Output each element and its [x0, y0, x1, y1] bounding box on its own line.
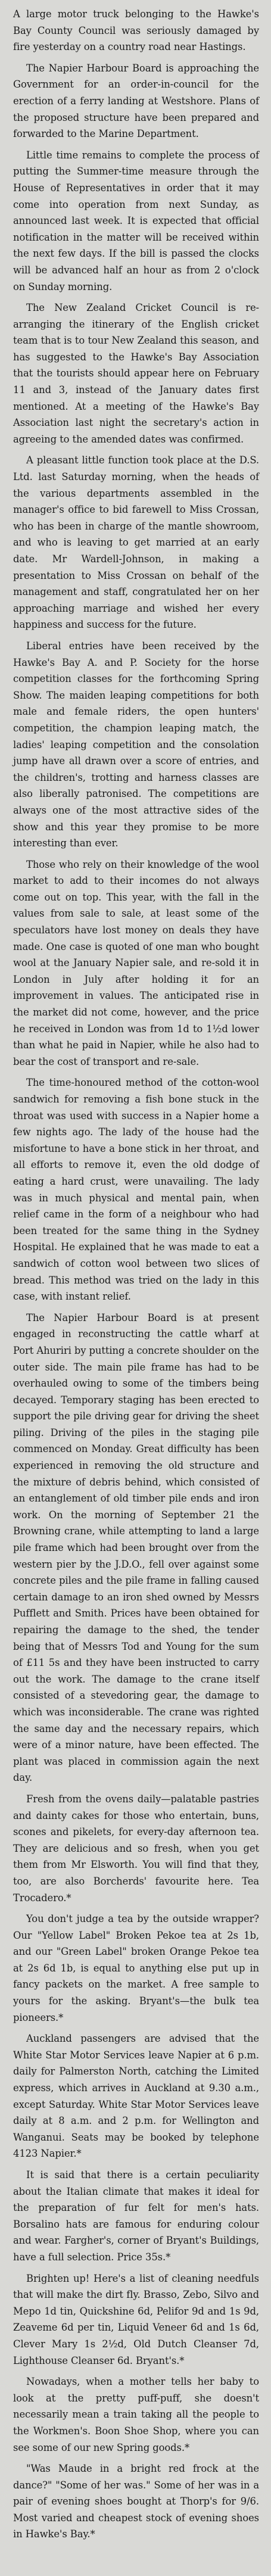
- news-item-spring-show-entries: Liberal entries have been received by the Hawke's Bay A. and P. Society for the horse competition classes for the forthcoming Spring Show. The maiden leaping competitions for both male and female riders, the open hunters' competition, the champion leaping match, the ladies' leaping competition and the consolation jump have all drawn over a score of entries, and the children's, trotting and harness classes are also liberally patronised. The competitions are always one of the most attractive sides of the show and this year they promise to be more interesting than ever.: [13, 640, 259, 849]
- news-item-motor-truck-fire: A large motor truck belonging to the Hawke's Bay County Council was seriously damaged by fire yesterday on a country road near Hastings.: [13, 8, 259, 53]
- news-item-farewell-function: A pleasant little function took place at the D.S. Ltd. last Saturday morning, when the heads of the various departments assembled in the manager's office to bid farewell to Miss Crossan, who has been in charge of the mantle showroom, and who is leaving to get married at an early date. Mr Wardell-Johnson, in making a presentation to Miss Crossan on behalf of the management and staff, congratulated her on her approaching marriage and wished her every happiness and success for the future.: [13, 454, 259, 631]
- news-item-summer-time: Little time remains to complete the process of putting the Summer-time measure through the House of Representatives in order that it may come into operation from next Sunday, as announced last week. It is expected that official notification in the matter will be received within the next few days. If the bill is passed the clocks will be advanced half an hour as from 2 o'clock on Sunday morning.: [13, 149, 259, 292]
- news-item-wool-market: Those who rely on their knowledge of the wool market to add to their incomes do not always come out on top. This year, with the fall in the values from sale to sale, at least some of the speculators have lost money on deals they have made. One case is quoted of one man who bought wool at the January Napier sale, and re-sold it in London in July after holding it for an improvement in values. The anticipated rise in the market did not come, however, and the price he received in London was from 1d to 1½d lower than what he paid in Napier, while he also had to bear the cost of transport and re-sale.: [13, 858, 259, 1067]
- advert-evening-shoes: "Was Maude in a bright red frock at the dance?" "Some of her was." Some of her was in a pair of evening shoes bought at Thorp's for 9/6. Most varied and cheapest stock of evening shoes in Hawke's Bay.*: [13, 2463, 259, 2540]
- news-item-fish-bone-remedy: The time-honoured method of the cotton-wool sandwich for removing a fish bone stuck in the throat was used with success in a Napier home a few nights ago. The lady of the house had the misfortune to have a bone stick in her throat, and all efforts to remove it, even the old dodge of eating a hard crust, were unavailing. The lady was in much physical and mental pain, when relief came in the form of a neighbour who had been treated for the same thing in the Sydney Hospital. He explained that he was made to eat a sandwich of cotton wool between two slices of bread. This method was tried on the lady in this case, with instant relief.: [13, 1077, 259, 1303]
- news-item-ferry-landing: The Napier Harbour Board is approaching the Government for an order-in-council for the erection of a ferry landing at Westshore. Plans of the proposed structure have been prepared and forwarded to the Marine Department.: [13, 62, 259, 140]
- advert-tea: You don't judge a tea by the outside wrapper? Our "Yellow Label" Broken Pekoe tea at 2s 1b, and our "Green Label" broken Orange Pekoe tea at 2s 6d 1b, is equal to anything else put up in fancy packets on the market. A free sample to yours for the asking. Bryant's—the bulk tea pioneers.*: [13, 1913, 259, 2023]
- advert-motor-services: Auckland passengers are advised that the White Star Motor Services leave Napier at 6 p.m. daily for Palmerston North, catching the Limited express, which arrives in Auckland at 9.30 a.m., except Saturday. White Star Motor Services leave daily at 8 a.m. and 2 p.m. for Wellington and Wanganui. Seats may be booked by telephone 4123 Napier.*: [13, 2033, 259, 2160]
- advert-cleaning-needfuls: Brighten up! Here's a list of cleaning needfuls that will make the dirt fly. Brasso, Zebo, Silvo and Mepo 1d tin, Quickshine 6d, Pelifor 9d and 1s 9d, Zeaveme 6d per tin, Liquid Veneer 6d and 1s 6d, Clever Mary 1s 2½d, Old Dutch Cleanser 7d, Lighthouse Cleanser 6d. Bryant's.*: [13, 2272, 259, 2366]
- advert-spring-shoes: Nowadays, when a mother tells her baby to look at the pretty puff-puff, she doesn't necessarily mean a train taking all the people to the Workmen's. Boon Shoe Shop, where you can see some of our new Spring goods.*: [13, 2376, 259, 2453]
- advert-borsalino-hats: It is said that there is a certain peculiarity about the Italian climate that makes it ideal for the preparation of fur felt for men's hats. Borsalino hats are famous for enduring colour and wear. Fargher's, corner of Bryant's Buildings, have a full selection. Price 35s.*: [13, 2169, 259, 2263]
- advert-pastries: Fresh from the ovens daily—palatable pastries and dainty cakes for those who entertain, buns, scones and pikelets, for every-day afternoon tea. They are delicious and so fresh, when you get them from Mr Elsworth. You will find that they, too, are also Borcherds' favourite here. Tea Trocadero.*: [13, 1793, 259, 1904]
- news-item-cricket-council: The New Zealand Cricket Council is re-arranging the itinerary of the English cricket team that is to tour New Zealand this season, and has suggested to the Hawke's Bay Association that the tourists should appear here on February 11 and 3, instead of the January dates first mentioned. At a meeting of the Hawke's Bay Association last night the secretary's action in agreeing to the amended dates was confirmed.: [13, 302, 259, 445]
- news-item-harbour-board-wharf: The Napier Harbour Board is at present engaged in reconstructing the cattle wharf at Port Ahuriri by putting a concrete shoulder on the outer side. The main pile frame has had to be overhauled owing to some of the timbers being decayed. Temporary staging has been erected to support the pile driving gear for driving the sheet piling. Driving of the piles in the staging pile commenced on Monday. Great difficulty has been experienced in removing the old structure and the mixture of debris behind, which consisted of an entanglement of old timber pile ends and iron work. On the morning of September 21 the Browning crane, while attempting to land a large pile frame which had been brought over from the western pier by the J.D.O., fell over against some concrete piles and the pile frame in falling caused certain damage to an iron shed owned by Messrs Pufflett and Smith. Prices have been obtained for repairing the damage to the shed, the tender being that of Messrs Tod and Young for the sum of £11 5s and they have been instructed to carry out the work. The damage to the crane itself consisted of a stevedoring gear, the damage to which was inconsiderable. The crane was righted the same day and the necessary repairs, which were of a minor nature, have been effected. The plant was placed in commission again the next day.: [13, 1312, 260, 1784]
